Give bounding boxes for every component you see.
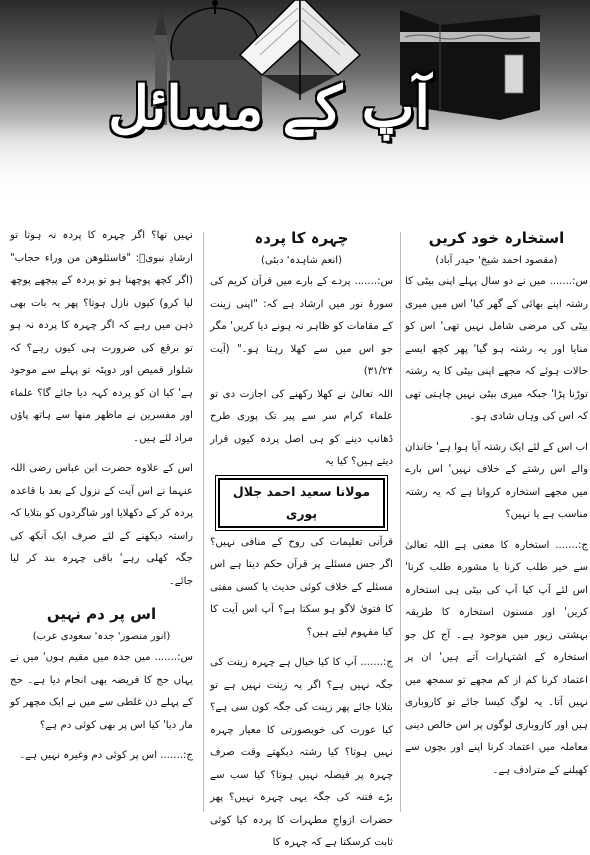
answer-paragraph: ج:....... اس پر کوئی دم وغیرہ نہیں ہے۔ (19, 750, 193, 761)
body-paragraph: قرآنی تعلیمات کی روح کے منافی نہیں؟ اگر جس مسئلے پر قرآن حکم دیتا ہے اس مسئلے کے خلاف کوئی حدیث یا کسی مفتی کا فتویٰ لاگو ہو سکتا ہے؟ آپ اس آیت کا کیا مفہوم لیتے ہیں؟ (210, 536, 393, 638)
question-paragraph: س:....... پردے کے بارے میں قرآن کریم کی سورۂ نور میں ارشاد ہے کہ: "اپنی زینت کے مقامات کو ظاہر نہ ہونے دیا کریں' مگر جو اس میں سے کھلا رہتا ہو۔" (آیت ۳۱/۲۴) (210, 276, 393, 377)
masthead-title: آپ کے مسائل (108, 74, 430, 140)
answer-paragraph: ج:....... آپ کا کیا خیال ہے چہرہ زینت کی جگہ نہیں ہے؟ اگر یہ زینت نہیں ہے تو بتلایا جائے پھر زینت کی جگہ کون سی ہے؟ کیا عورت کی خوبصورتی کا معیار چہرہ نہیں ہوتا؟ کیا رشتہ دیکھتے وقت صرف چہرہ پر فیصلہ نہیں ہوتا؟ کیا سب سے بڑے فتنہ کی جگہ یہی چہرہ نہیں؟ پھر حضرات ازواجِ مطہرات کا پردہ کیا کوئی ثابت کرسکتا ہے کہ چہرہ کا (210, 657, 393, 848)
article-byline: (انور منصور' جدہ' سعودی عرب) (32, 631, 171, 642)
answer-paragraph: ج:....... استخارہ کا معنی ہے اللہ تعالیٰ سے خیر طلب کرنا یا مشورہ طلب کرنا' اس لئے آپ کیا آپ کی بیٹی ہی استخارہ کریں' اور مسنون استخارہ کا طریقہ بہشتی زیور میں موجود ہے۔ آج کل جو استخارہ کے اشتہارات آتے ہیں' ان پر اعتماد کرنا کم از کم مجھے تو سمجھ میں نہیں آتا۔ یہ لوگ کیسا جائے تو کاروباری ہیں اور کاروباری لوگوں پر اس خالص دینی معاملہ میں اعتماد کرنا اپنے اور بچوں سے کھیلنے کے مترادف ہے۔ (405, 539, 588, 776)
column-middle (210, 225, 393, 855)
column-left (10, 225, 193, 768)
article-heading: اس پر دم نہیں (46, 605, 157, 623)
column-right (405, 225, 588, 782)
column-divider (400, 232, 401, 812)
article-byline: (مقصود احمد شیخ' حیدر آباد) (435, 255, 558, 266)
body-paragraph: اب اس کے لئے ایک رشتہ آیا ہوا ہے' خاندان والے اس رشتے کے خلاف نہیں' اس بارے میں مجھے استخارہ کروانا ہے کہ یہ رشتہ مناسب ہے یا نہیں؟ (405, 441, 588, 520)
author-name-box: مولانا سعید احمد جلال پوری (218, 478, 385, 528)
body-paragraph: اس کے علاوہ حضرت ابن عباس رضی اللہ عنہما نے اس آیت کے نزول کے بعد با قاعدہ پردہ کر کے دکھلایا اور شاگردوں کو بتلایا کہ راستہ دیکھنے کے لئے صرف ایک آنکھ کی جگہ کھلی رہے' باقی چہرہ بند کر لیا جائے۔ (10, 463, 193, 587)
article-heading: چہرہ کا پردہ (254, 229, 349, 247)
article-heading: استخارہ خود کریں (428, 229, 565, 247)
article-byline: (انعم شاہدہ' دبئی) (261, 255, 342, 266)
continued-paragraph: نہیں تھا؟ اگر چہرہ کا پردہ نہ ہوتا تو ارشادِ نبویؐ: "فاسئلوھن من وراء حجاب" (اگر کچھ پوچھنا ہو تو پردہ کے پیچھے پوچھ لیا کرو) کیوں نازل ہوتا؟ پھر یہ بات بھی ذہن میں رہے کہ اگر چہرہ کا پردہ نہ ہو تو برقع کی ضرورت ہی کیوں رہے؟ کہ شلوار قمیص اور دوپٹہ تو پہلے سے موجود ہے' کیا ان کو پردہ کہہ دیا جائے گا؟ علماء اور مفسرین نے ماظھر منھا سے ہاتھ پاؤں مراد لئے ہیں۔ (10, 230, 193, 444)
column-divider (203, 232, 204, 812)
question-paragraph: س:....... میں جدہ میں مقیم ہوں' میں نے یہاں حج کا فریضہ بھی انجام دیا ہے۔ حج کے پہلے دن غلطی سے میں نے ایک مچھر کو مار دیا' کیا اس پر بھی کوئی دم ہے؟ (10, 652, 193, 731)
body-paragraph: اللہ تعالیٰ نے کھلا رکھنے کی اجازت دی تو علماء کرام سر سے پیر تک پوری طرح ڈھانپ دینے کو ہی اصل پردہ کیوں قرار دیتے ہیں؟ کیا یہ (210, 388, 393, 467)
header-banner (0, 0, 590, 200)
question-paragraph: س:....... میں نے دو سال پہلے اپنی بیٹی کا رشتہ اپنے بھائی کے گھر کیا' اس میں میری بیٹی کی مرضی شامل نہیں تھی' اس کو منایا اور یہ رشتہ ہو گیا' پھر کچھ ایسے حالات ہوئے کہ مجھے اپنی بیٹی کا یہ رشتہ توڑنا پڑا' جبکہ میری بیٹی نہیں چاہتی تھی کہ اس کی وہاں شادی ہو۔ (405, 276, 588, 422)
